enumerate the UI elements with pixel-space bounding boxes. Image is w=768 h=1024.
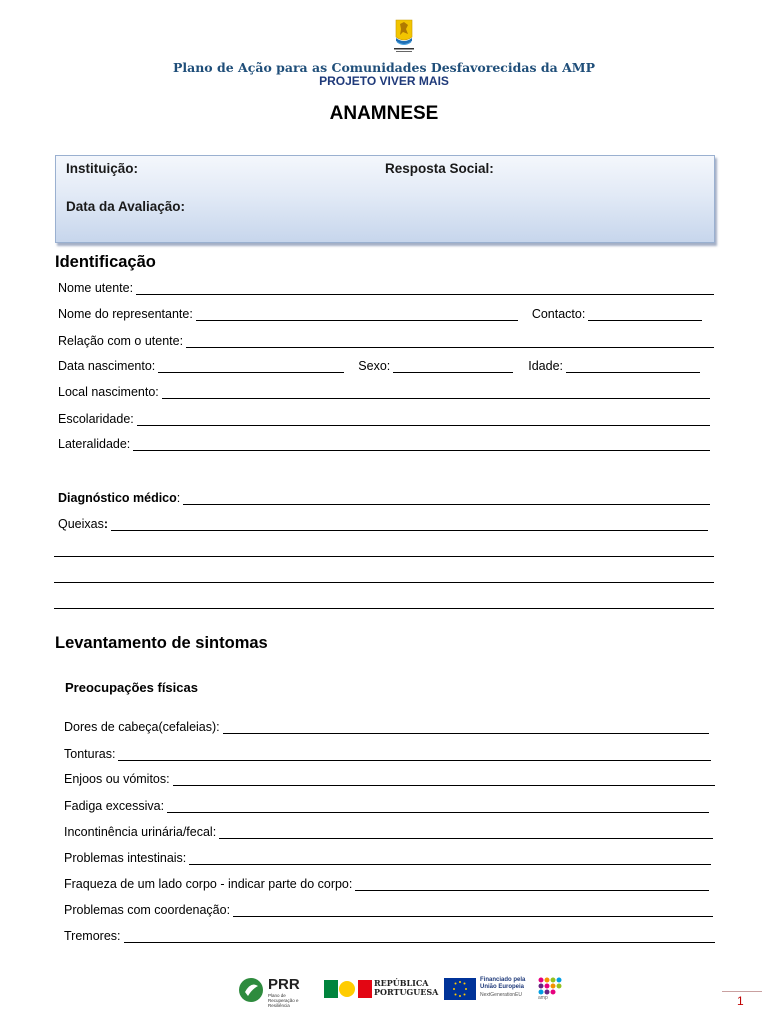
symptoms-heading: Levantamento de sintomas <box>55 634 268 652</box>
relacao-field[interactable] <box>58 332 714 348</box>
eu-flag-icon <box>444 978 476 1000</box>
prr-leaf-icon <box>238 977 264 1003</box>
symptom-line[interactable] <box>124 932 716 943</box>
queixas-colon: : <box>103 517 109 531</box>
symptom-line[interactable] <box>233 906 713 917</box>
diagnostico-label: Diagnóstico médico <box>58 491 177 505</box>
idade-line[interactable] <box>566 362 700 373</box>
symptom-label: Problemas intestinais: <box>64 851 187 865</box>
representante-row <box>58 305 714 321</box>
symptom-label: Incontinência urinária/fecal: <box>64 825 217 839</box>
eu-nextgen-text: NextGenerationEU <box>480 992 522 998</box>
queixas-field[interactable] <box>58 515 708 531</box>
diagnostico-field[interactable] <box>58 489 710 505</box>
symptom-field[interactable] <box>64 823 713 839</box>
queixas-continuation-line[interactable] <box>54 608 714 609</box>
municipal-crest-logo <box>391 17 417 55</box>
eu-funding-text: Financiado pela União Europeia <box>480 977 526 990</box>
symptom-label: Fraqueza de um lado corpo - indicar parte do corpo: <box>64 877 353 891</box>
diagnostico-line[interactable] <box>183 494 710 505</box>
symptom-label: Fadiga excessiva: <box>64 799 165 813</box>
lateralidade-field[interactable] <box>58 435 710 451</box>
nome-utente-label: Nome utente: <box>58 281 134 295</box>
lateralidade-line[interactable] <box>133 440 710 451</box>
contacto-label: Contacto: <box>531 307 586 321</box>
symptom-label: Problemas com coordenação: <box>64 903 231 917</box>
nome-utente-line[interactable] <box>136 284 714 295</box>
symptom-label: Dores de cabeça(cefaleias): <box>64 720 220 734</box>
queixas-line[interactable] <box>111 520 708 531</box>
symptom-line[interactable] <box>167 802 709 813</box>
sexo-label: Sexo: <box>358 359 391 373</box>
escolaridade-line[interactable] <box>137 415 710 426</box>
symptom-label: Enjoos ou vómitos: <box>64 772 170 786</box>
idade-label: Idade: <box>528 359 564 373</box>
institution-info-box <box>55 155 715 243</box>
prr-logo-text: PRR <box>268 976 300 993</box>
symptom-label: Tonturas: <box>64 747 116 761</box>
symptom-field[interactable] <box>64 770 715 786</box>
plan-title: Plano de Ação para as Comunidades Desfavorecidas da AMP <box>172 60 596 75</box>
amp-dots-icon <box>538 977 564 997</box>
queixas-continuation-line[interactable] <box>54 582 714 583</box>
symptom-line[interactable] <box>189 854 711 865</box>
document-title: ANAMNESE <box>329 103 439 124</box>
relacao-label: Relação com o utente: <box>58 334 184 348</box>
symptom-line[interactable] <box>355 880 709 891</box>
relacao-line[interactable] <box>186 337 714 348</box>
symptom-field[interactable] <box>64 901 713 917</box>
republica-flag-icon <box>324 980 372 998</box>
symptom-line[interactable] <box>118 750 711 761</box>
project-title: PROJETO VIVER MAIS <box>319 74 449 88</box>
data-nascimento-label: Data nascimento: <box>58 359 156 373</box>
page-number-rule <box>722 991 762 992</box>
symptom-line[interactable] <box>219 828 713 839</box>
queixas-continuation-line[interactable] <box>54 556 714 557</box>
escolaridade-label: Escolaridade: <box>58 412 134 426</box>
symptom-field[interactable] <box>64 745 711 761</box>
republica-text: REPÚBLICA PORTUGUESA <box>374 978 439 997</box>
prr-subtitle: Plano de Recuperação e Resiliência <box>268 993 299 1008</box>
sexo-line[interactable] <box>393 362 513 373</box>
nome-utente-field[interactable] <box>58 279 714 295</box>
local-nascimento-field[interactable] <box>58 383 710 399</box>
local-nascimento-line[interactable] <box>162 388 710 399</box>
lateralidade-label: Lateralidade: <box>58 437 131 451</box>
symptom-field[interactable] <box>64 797 709 813</box>
social-response-label: Resposta Social: <box>385 161 494 176</box>
escolaridade-field[interactable] <box>58 410 710 426</box>
funding-logos-bar <box>238 975 578 1008</box>
contacto-line[interactable] <box>588 310 702 321</box>
amp-text: amp <box>538 995 548 1001</box>
identification-heading: Identificação <box>55 253 156 271</box>
page-number: 1 <box>737 994 744 1008</box>
queixas-label: Queixas <box>58 517 104 531</box>
data-nascimento-line[interactable] <box>158 362 344 373</box>
evaluation-date-label: Data da Avaliação: <box>66 199 186 214</box>
symptom-line[interactable] <box>223 723 709 734</box>
nascimento-row <box>58 357 714 373</box>
diagnostico-colon: : <box>176 491 181 505</box>
representante-line[interactable] <box>196 310 518 321</box>
representante-label: Nome do representante: <box>58 307 193 321</box>
local-nascimento-label: Local nascimento: <box>58 385 159 399</box>
symptom-field[interactable] <box>64 927 715 943</box>
symptom-line[interactable] <box>173 775 715 786</box>
symptom-label: Tremores: <box>64 929 121 943</box>
physical-concerns-subheading: Preocupações físicas <box>65 680 198 695</box>
symptom-field[interactable] <box>64 718 709 734</box>
institution-label: Instituição: <box>66 161 139 176</box>
symptom-field[interactable] <box>64 875 709 891</box>
symptom-field[interactable] <box>64 849 711 865</box>
